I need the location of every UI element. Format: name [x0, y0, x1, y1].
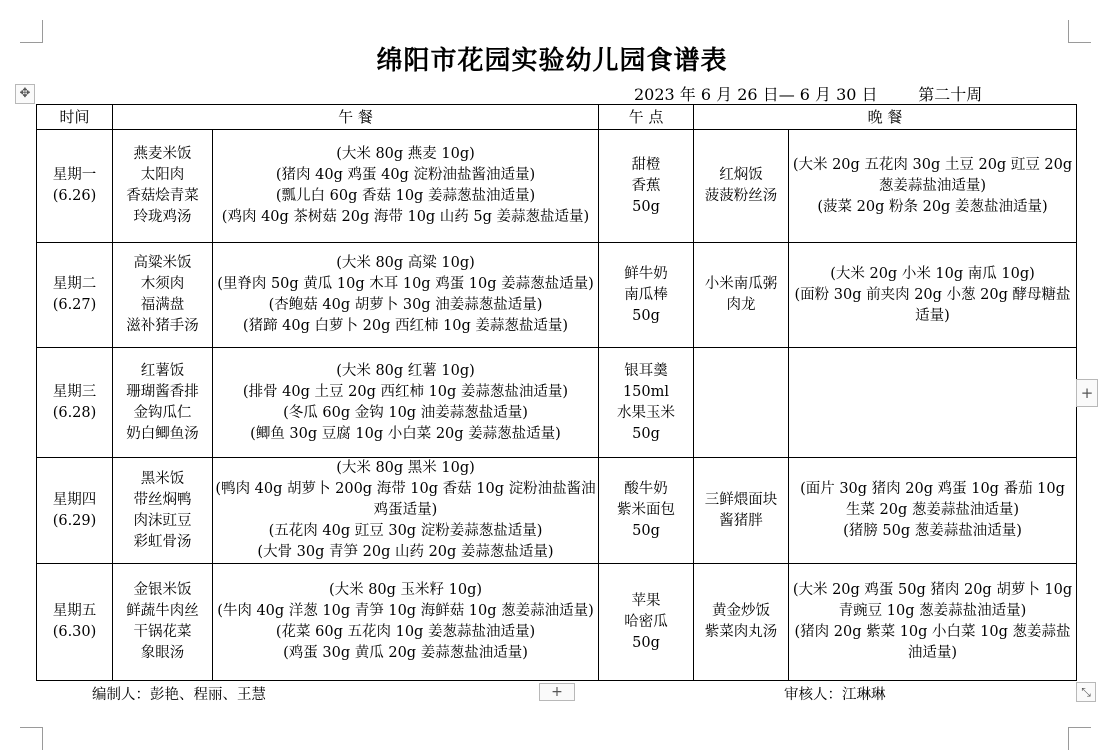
dinner-dishes-cell: [694, 348, 789, 458]
lunch-dish: 高粱米饭: [133, 255, 192, 271]
menu-row: [37, 243, 1077, 348]
dinner-details-cell: [789, 348, 1077, 458]
snack-item: 50g: [632, 425, 660, 442]
snack-item: 酸牛奶: [624, 481, 668, 497]
lunch-detail-line: (杏鲍菇 40g 胡萝卜 30g 油姜蒜葱盐适量): [268, 297, 543, 313]
lunch-dish: 象眼汤: [140, 645, 185, 661]
date-label: (6.29): [52, 512, 97, 529]
snack-cell: [599, 564, 694, 681]
weekday-label: 星期三: [52, 383, 97, 400]
lunch-detail-line: (冬瓜 60g 金钩 10g 油姜蒜葱盐适量): [283, 404, 528, 421]
snack-cell: [599, 348, 694, 458]
lunch-dish: 燕麦米饭: [133, 146, 192, 162]
add-row-button[interactable]: +: [539, 683, 575, 701]
snack-cell: [599, 458, 694, 564]
add-column-button[interactable]: +: [1076, 379, 1098, 407]
dinner-detail-line: (猪膀 50g 葱姜蒜盐油适量): [843, 523, 1022, 539]
date-label: (6.26): [52, 188, 97, 204]
date-label: (6.27): [52, 297, 97, 313]
snack-item: 50g: [632, 198, 660, 215]
dinner-dish: 紫菜肉丸汤: [704, 624, 778, 640]
lunch-dish: 滋补猪手汤: [126, 318, 199, 334]
dinner-dish: 菠菠粉丝汤: [704, 188, 778, 204]
lunch-dish: 福满盘: [140, 297, 185, 313]
lunch-dish: 肉沫豇豆: [133, 512, 192, 529]
lunch-detail-line: (猪蹄 40g 白萝卜 20g 西红柿 10g 姜蒜葱盐适量): [242, 318, 569, 334]
lunch-detail-line: (鸡肉 40g 茶树菇 20g 海带 10g 山药 5g 姜蒜葱盐适量): [221, 209, 590, 225]
menu-row: [37, 458, 1077, 564]
dinner-dish: 黄金炒饭: [712, 603, 770, 619]
snack-item: 香蕉: [631, 177, 661, 194]
lunch-details-cell: [213, 458, 599, 564]
snack-item: 鲜牛奶: [624, 265, 668, 282]
lunch-detail-line: (鸡蛋 30g 黄瓜 20g 姜蒜葱盐油适量): [283, 645, 528, 661]
snack-item: 甜橙: [631, 156, 661, 173]
lunch-dish: 香菇烩青菜: [126, 188, 199, 204]
weekday-label: 星期一: [52, 167, 97, 183]
snack-cell: [599, 130, 694, 243]
menu-row: [37, 564, 1077, 681]
page-corner-mark-bottom-right: [1068, 727, 1091, 750]
dinner-dish: 三鲜煨面块: [704, 491, 778, 508]
lunch-dish: 红薯饭: [140, 362, 185, 379]
menu-table: [36, 104, 1077, 681]
dinner-details-cell: [789, 458, 1077, 564]
lunch-dish: 鲜蔬牛肉丝: [126, 603, 199, 619]
weekday-label: 星期二: [52, 276, 97, 292]
day-cell: [37, 564, 113, 681]
lunch-detail-line: (大米 80g 黑米 10g): [336, 460, 475, 476]
day-cell: [37, 348, 113, 458]
dinner-detail-line: (面粉 30g 前夹肉 20g 小葱 20g 酵母糖盐适量): [794, 286, 1071, 324]
lunch-details-cell: [213, 243, 599, 348]
lunch-detail-line: (大米 80g 红薯 10g): [336, 362, 475, 379]
dinner-dish: 肉龙: [726, 297, 756, 313]
lunch-dish: 黑米饭: [140, 470, 185, 487]
snack-item: 哈密瓜: [624, 613, 668, 630]
dinner-detail-line: (大米 20g 五花肉 30g 土豆 20g 豇豆 20g 葱姜蒜盐油适量): [792, 156, 1073, 194]
lunch-dish: 珊瑚酱香排: [126, 383, 199, 400]
snack-item: 苹果: [631, 592, 661, 609]
table-move-icon[interactable]: ✥: [15, 84, 35, 104]
dinner-detail-line: (面片 30g 猪肉 20g 鸡蛋 10g 番茄 10g 生菜 20g 葱姜蒜盐油适量): [800, 481, 1065, 518]
lunch-dish: 金钩瓜仁: [133, 404, 192, 421]
lunch-detail-line: (大米 80g 玉米籽 10g): [328, 582, 483, 598]
dinner-detail-line: (猪肉 20g 紫菜 10g 小白菜 10g 葱姜蒜盐油适量): [794, 624, 1071, 661]
lunch-dish: 太阳肉: [140, 167, 185, 183]
snack-item: 50g: [632, 307, 660, 324]
lunch-dish: 玲珑鸡汤: [133, 209, 192, 225]
lunch-detail-line: (猪肉 40g 鸡蛋 40g 淀粉油盐酱油适量): [275, 167, 536, 183]
lunch-detail-line: (里脊肉 50g 黄瓜 10g 木耳 10g 鸡蛋 10g 姜蒜葱盐适量): [217, 276, 594, 292]
lunch-dish: 干锅花菜: [133, 624, 192, 640]
date-label: (6.30): [52, 624, 97, 640]
lunch-dish: 奶白鲫鱼汤: [126, 425, 199, 442]
dinner-detail-line: (菠菜 20g 粉条 20g 姜葱盐油适量): [817, 198, 1048, 215]
lunch-detail-line: (花菜 60g 五花肉 10g 姜葱蒜盐油适量): [275, 624, 536, 640]
lunch-dish: 金银米饭: [133, 582, 192, 598]
lunch-detail-line: (排骨 40g 土豆 20g 西红柿 10g 姜蒜葱盐油适量): [242, 383, 569, 400]
lunch-dish: 彩虹骨汤: [133, 533, 192, 550]
dinner-details-cell: [789, 130, 1077, 243]
lunch-detail-line: (鲫鱼 30g 豆腐 10g 小白菜 20g 姜蒜葱盐适量): [250, 425, 561, 442]
lunch-dish: 带丝焖鸭: [133, 491, 192, 508]
lunch-details-cell: [213, 348, 599, 458]
lunch-dishes-cell: [113, 348, 213, 458]
snack-item: 50g: [632, 523, 660, 539]
lunch-detail-line: (大米 80g 高粱 10g): [336, 255, 475, 271]
menu-row: [37, 348, 1077, 458]
lunch-dishes-cell: [113, 130, 213, 243]
snack-item: 南瓜棒: [624, 286, 668, 303]
header-snack: 午 点: [599, 105, 694, 130]
lunch-detail-line: (瓢儿白 60g 香菇 10g 姜蒜葱盐油适量): [275, 188, 536, 204]
day-cell: [37, 130, 113, 243]
footer-reviewer: 审核人：江琳琳: [784, 687, 886, 703]
dinner-dishes-cell: [694, 243, 789, 348]
lunch-details-cell: [213, 564, 599, 681]
lunch-detail-line: (大骨 30g 青笋 20g 山药 20g 姜蒜葱盐适量): [257, 544, 554, 560]
dinner-detail-line: (大米 20g 小米 10g 南瓜 10g): [830, 265, 1035, 282]
day-cell: [37, 243, 113, 348]
dinner-detail-line: (大米 20g 鸡蛋 50g 猪肉 20g 胡萝卜 10g 青豌豆 10g 葱姜蒜盐油适量): [792, 582, 1073, 619]
dinner-dish: 酱猪胖: [719, 512, 763, 529]
table-header-row: [37, 105, 1077, 130]
lunch-detail-line: (五花肉 40g 豇豆 30g 淀粉姜蒜葱盐适量): [268, 523, 543, 539]
page-title: 绵阳市花园实验幼儿园食谱表: [376, 46, 728, 76]
header-time: 时间: [37, 105, 113, 130]
table-resize-icon[interactable]: ⤡: [1076, 682, 1096, 702]
week-date-range: 2023 年 6 月 26 日— 6 月 30 日 第二十周: [634, 85, 983, 104]
snack-item: 水果玉米: [617, 404, 675, 421]
weekday-label: 星期四: [52, 491, 97, 508]
dinner-details-cell: [789, 243, 1077, 348]
lunch-detail-line: (大米 80g 燕麦 10g): [336, 146, 475, 162]
lunch-details-cell: [213, 130, 599, 243]
lunch-detail-line: (鸭肉 40g 胡萝卜 200g 海带 10g 香菇 10g 淀粉油盐酱油鸡蛋适量): [215, 481, 596, 518]
lunch-dishes-cell: [113, 243, 213, 348]
weekday-label: 星期五: [52, 603, 97, 619]
dinner-dishes-cell: [694, 458, 789, 564]
menu-row: [37, 130, 1077, 243]
snack-cell: [599, 243, 694, 348]
lunch-dishes-cell: [113, 458, 213, 564]
snack-item: 紫米面包: [617, 502, 675, 518]
footer-preparer: 编制人：彭艳、程丽、王慧: [92, 687, 266, 703]
page-corner-mark-bottom-left: [20, 727, 43, 750]
snack-item: 150ml: [622, 383, 670, 400]
day-cell: [37, 458, 113, 564]
dinner-dish: 小米南瓜粥: [704, 276, 778, 292]
snack-item: 50g: [632, 634, 660, 651]
header-lunch: 午 餐: [113, 105, 599, 130]
dinner-dishes-cell: [694, 564, 789, 681]
header-dinner: 晚 餐: [694, 105, 1077, 130]
lunch-dish: 木须肉: [140, 276, 185, 292]
dinner-dish: 红焖饭: [719, 167, 763, 183]
lunch-detail-line: (牛肉 40g 洋葱 10g 青笋 10g 海鲜菇 10g 葱姜蒜油适量): [217, 603, 594, 619]
dinner-details-cell: [789, 564, 1077, 681]
dinner-dishes-cell: [694, 130, 789, 243]
date-label: (6.28): [52, 404, 97, 421]
lunch-dishes-cell: [113, 564, 213, 681]
snack-item: 银耳羹: [624, 362, 668, 379]
